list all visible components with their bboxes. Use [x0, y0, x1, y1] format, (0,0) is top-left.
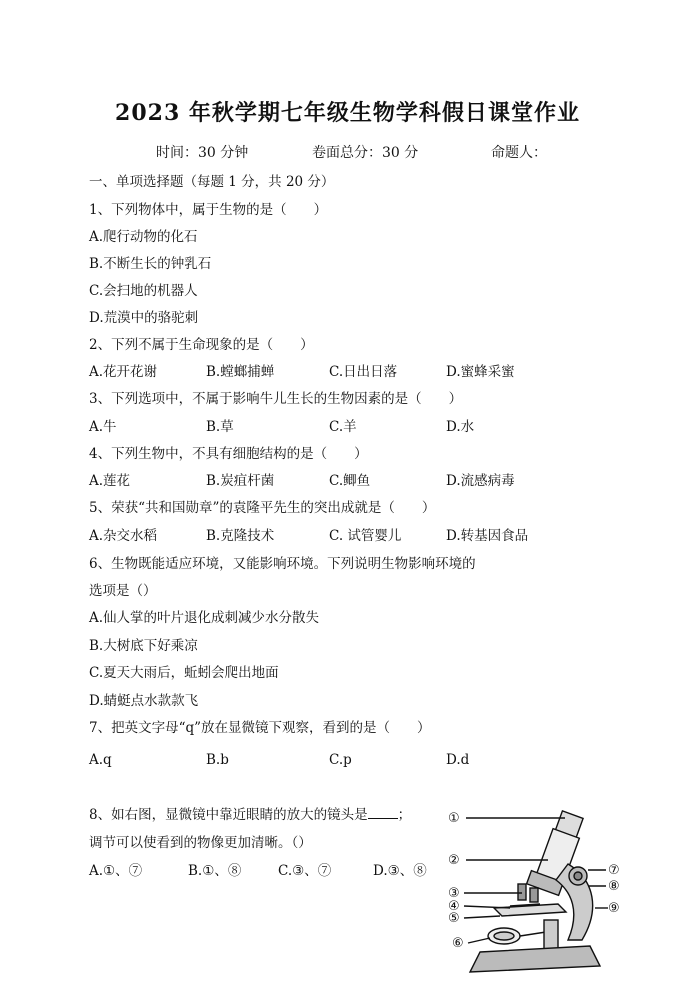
figure-label-8: ⑧: [608, 879, 620, 894]
question-4-option-a: A.莲花: [89, 473, 131, 489]
question-2-option-c: C.日出日落: [329, 364, 398, 380]
question-5-option-d: D.转基因食品: [446, 528, 529, 544]
question-7-option-c: C.p: [329, 752, 352, 768]
question-8-stem-end: ；: [397, 807, 412, 823]
question-8-stem-continued: 调节可以使看到的物像更加清晰。（）: [89, 835, 312, 851]
question-7-option-a: A.q: [89, 752, 112, 768]
question-3-option-b: B.草: [206, 419, 234, 435]
question-6-stem: 6、生物既能适应环境，又能影响环境。下列说明生物影响环境的: [89, 556, 476, 572]
question-6-option-d: D.蜻蜓点水款款飞: [89, 693, 199, 709]
question-7-option-d: D.d: [446, 752, 470, 768]
microscope-fine-knob: [574, 872, 582, 880]
question-1-option-d: D.荒漠中的骆驼刺: [89, 310, 199, 326]
question-2-option-a: A.花开花谢: [89, 364, 158, 380]
question-5-option-c: C. 试管婴儿: [329, 528, 402, 544]
figure-label-9: ⑨: [608, 901, 620, 916]
question-8-stem-text: 8、如右图，显微镜中靠近眼睛的放大的镜头是: [89, 807, 368, 823]
microscope-objective: [518, 884, 526, 900]
figure-label-2: ②: [448, 853, 460, 868]
question-2-option-d: D.蜜蜂采蜜: [446, 364, 515, 380]
figure-label-7: ⑦: [608, 863, 620, 878]
question-7-stem: 7、把英文字母“q”放在显微镜下观察，看到的是（ ）: [89, 720, 431, 736]
page-title: 2023 年秋学期七年级生物学科假日课堂作业: [115, 100, 580, 126]
question-1-option-c: C.会扫地的机器人: [89, 283, 198, 299]
figure-label-3: ③: [448, 886, 460, 901]
question-6-stem-continued: 选项是（）: [89, 583, 157, 599]
section-heading: 一、单项选择题（每题 1 分，共 20 分）: [89, 174, 335, 190]
question-8-option-b: B.①、⑧: [188, 863, 242, 879]
figure-label-4: ④: [448, 899, 460, 914]
question-5-option-b: B.克隆技术: [206, 528, 275, 544]
question-4-stem: 4、下列生物中，不具有细胞结构的是（ ）: [89, 446, 368, 462]
question-6-option-a: A.仙人掌的叶片退化成刺减少水分散失: [89, 610, 320, 626]
question-3-option-a: A.牛: [89, 419, 117, 435]
exam-time: 时间：30 分钟: [156, 145, 249, 161]
question-4-option-c: C.鲫鱼: [329, 473, 371, 489]
question-6-option-c: C.夏天大雨后，蚯蚓会爬出地面: [89, 665, 279, 681]
question-8-option-a: A.①、⑦: [89, 863, 143, 879]
question-1-stem: 1、下列物体中，属于生物的是（ ）: [89, 202, 328, 218]
question-6-option-b: B.大树底下好乘凉: [89, 638, 198, 654]
microscope-pillar: [544, 920, 558, 950]
figure-label-6: ⑥: [452, 936, 464, 951]
exam-author: 命题人：: [491, 145, 547, 161]
question-4-option-b: B.炭疽杆菌: [206, 473, 275, 489]
microscope-stage: [494, 904, 566, 916]
question-2-stem: 2、下列不属于生命现象的是（ ）: [89, 337, 314, 353]
question-1-option-a: A.爬行动物的化石: [89, 229, 198, 245]
question-5-option-a: A.杂交水稻: [89, 528, 158, 544]
microscope-diagram: [440, 800, 640, 980]
figure-label-1: ①: [448, 811, 460, 826]
question-5-stem: 5、荣获“共和国勋章”的袁隆平先生的突出成就是（ ）: [89, 500, 436, 516]
question-2-option-b: B.螳螂捕蝉: [206, 364, 275, 380]
question-4-option-d: D.流感病毒: [446, 473, 515, 489]
figure-label-5: ⑤: [448, 911, 460, 926]
question-1-option-b: B.不断生长的钟乳石: [89, 256, 212, 272]
question-3-option-c: C.羊: [329, 419, 357, 435]
question-3-option-d: D.水: [446, 419, 475, 435]
question-8-option-d: D.③、⑧: [373, 863, 427, 879]
question-3-stem: 3、下列选项中，不属于影响牛儿生长的生物因素的是（ ）: [89, 391, 463, 407]
exam-total-score: 卷面总分：30 分: [312, 145, 419, 161]
answer-blank: [368, 806, 398, 819]
microscope-base: [470, 946, 600, 972]
question-8-option-c: C.③、⑦: [278, 863, 332, 879]
question-7-option-b: B.b: [206, 752, 229, 768]
question-8-stem: [89, 806, 411, 824]
